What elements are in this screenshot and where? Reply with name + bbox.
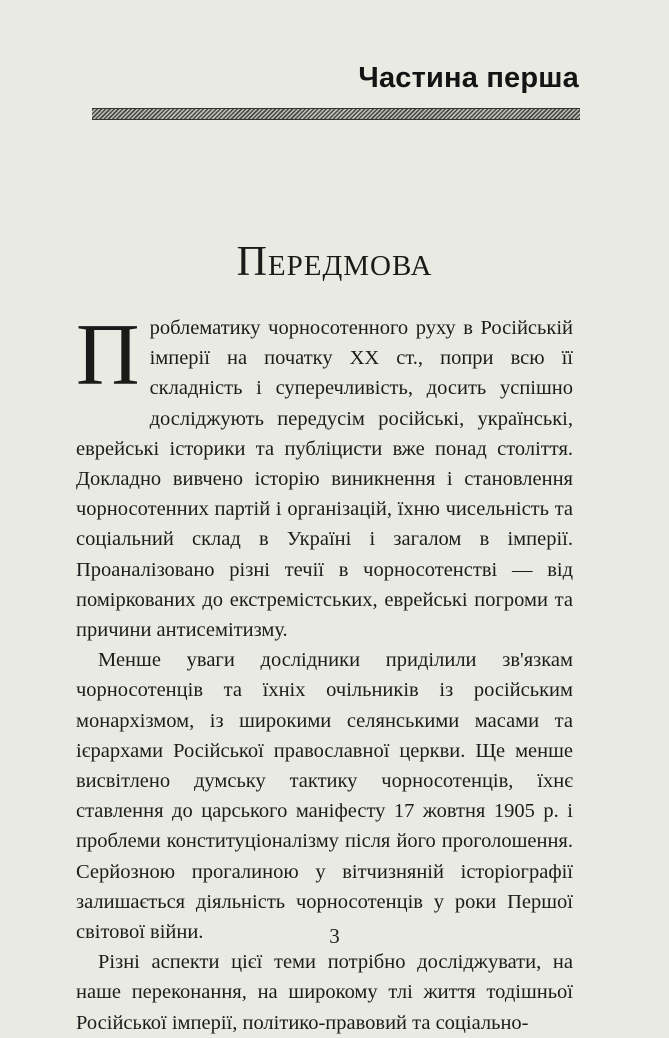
paragraph-2: Менше уваги дослідники приділили зв'язкам чорносотенців та їхніх очільників із російським монархізмом, із широкими селянськими масами та ієрархами Російської православної церкви. Ще менше висвітлено думську тактику чорносотенців, їхнє ставлення до царського маніфесту 17 жовтня 1905 р. і проблеми конституціоналізму після його проголошення. Серйозною прогалиною у вітчизняній історіографії залишається діяльність чорносотенців у роки Першої світової війни. — [76, 649, 573, 944]
drop-cap: П — [76, 307, 140, 404]
paragraph-1 — [76, 307, 573, 645]
paragraph-3: Різні аспекти цієї теми потрібно досліджувати, на наше переконання, на широкому тлі життя тодішньої Російської імперії, політико-правовий та соціально- — [76, 951, 573, 1034]
part-title: Частина перша — [358, 62, 579, 94]
header-rule — [92, 108, 580, 120]
page-number: 3 — [329, 924, 340, 948]
chapter-title: Передмова — [236, 239, 433, 285]
paragraph-1-text: роблематику чорносотенного руху в Російській імперії на початку XX ст., попри всю її складність і суперечливість, досить успішно досліджують передусім російські, українські, еврейські історики та публіцисти вже понад століття. Докладно вивчено історію виникнення і становлення чорносотенних партій і організацій, їхню чисельність та соціальний склад в Україні і загалом в імперії. Проаналізовано різні течії в чорносотенстві — від поміркованих до екстремістських, еврейські погроми та причини антисемітизму. — [76, 317, 573, 642]
